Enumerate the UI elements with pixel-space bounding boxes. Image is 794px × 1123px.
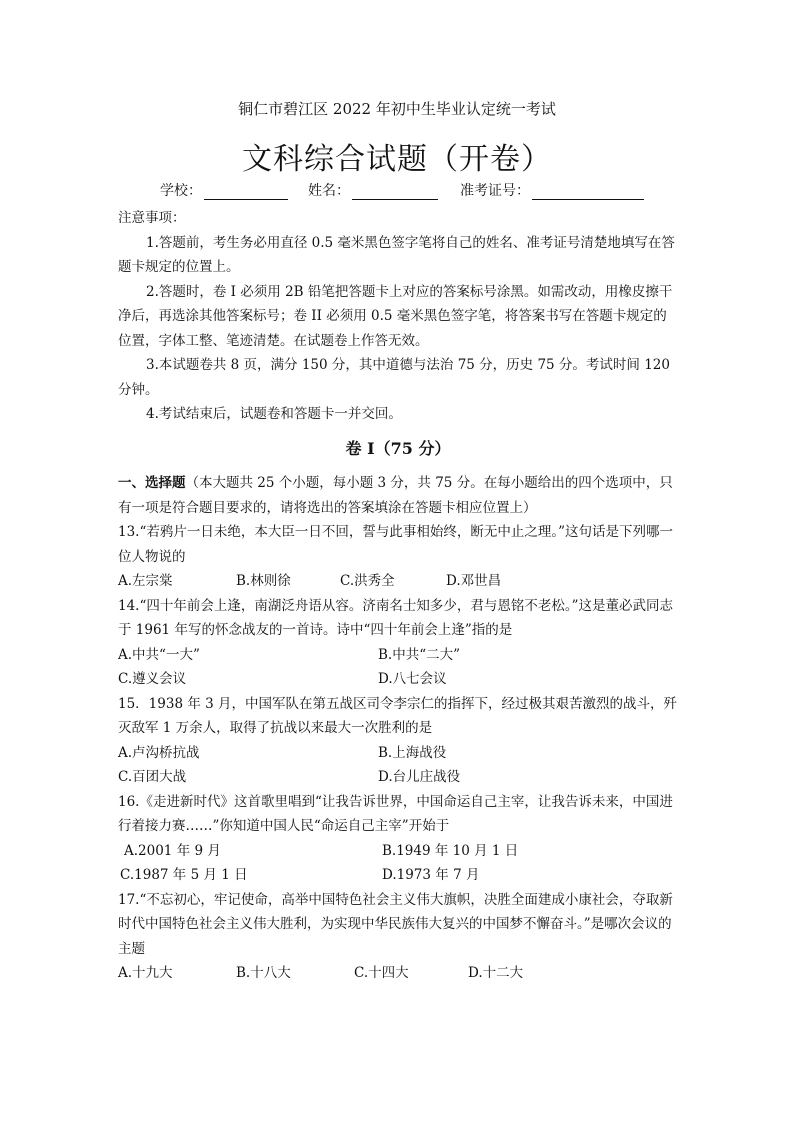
part-label: 一、选择题: [118, 475, 186, 491]
option-d: D.十二大: [468, 965, 524, 981]
option-row: [118, 839, 678, 864]
note-item: 4.考试结束后，试题卷和答题卡一并交回。: [146, 406, 402, 422]
note-item: 2.答题时，卷 I 必须用 2B 铅笔把答题卡上对应的答案标号涂黑。如需改动，用橡皮擦干净后，再选涂其他答案标号；卷 II 必须用 0.5 毫米黑色签字笔，将答案书写在答题卡规定的位置，字体工整、笔迹清楚。在试题卷上作答无效。: [118, 283, 673, 349]
option-row: [118, 667, 678, 692]
option-row: [118, 961, 678, 986]
option-row: [118, 765, 678, 790]
option-b: B.上海战役: [378, 744, 447, 761]
question-stem: 15．1938 年 3 月，中国军队在第五战区司令李宗仁的指挥下，经过极其艰苦激烈的战斗，歼灭敌军 1 万余人，取得了抗战以来最大一次胜利的是: [118, 695, 677, 736]
part-description: （本大题共 25 个小题，每小题 3 分，共 75 分。在每小题给出的四个选项中，只有一项是符合题目要求的，请将选出的答案填涂在答题卡相应位置上）: [118, 475, 673, 516]
option-a: A.左宗棠: [118, 573, 173, 589]
option-row: [118, 741, 678, 766]
option-a: A.中共“一大”: [118, 646, 200, 663]
question-stem: 16.《走进新时代》这首歌里唱到“让我告诉世界，中国命运自己主宰，让我告诉未来，中国进行着接力赛……”你知道中国人民“命运自己主宰”开始于: [118, 793, 673, 834]
option-a: A.2001 年 9 月: [124, 842, 221, 859]
option-c: C.百团大战: [118, 769, 187, 785]
option-c: C.遵义会议: [118, 671, 187, 687]
exam-title: 文科综合试题（开卷）: [242, 142, 552, 177]
school-blank: [204, 185, 288, 200]
question-stem: 14.“四十年前会上逢，南湖泛舟语从容。济南名士知多少，君与恩铭不老松。”这是董必武同志于 1961 年写的怀念战友的一首诗。诗中“四十年前会上逢”指的是: [118, 597, 674, 638]
option-d: D.八七会议: [378, 671, 447, 687]
note-item: 1.答题前，考生务必用直径 0.5 毫米黑色签字笔将自己的姓名、准考证号清楚地填写在答题卡规定的位置上。: [118, 234, 675, 275]
option-row: [118, 643, 678, 668]
name-label: 姓名：: [308, 183, 350, 199]
notes-heading: 注意事项：: [118, 210, 186, 226]
note-item: 3.本试题卷共 8 页，满分 150 分，其中道德与法治 75 分，历史 75 分。考试时间 120 分钟。: [118, 357, 670, 398]
exam-header: 铜仁市碧江区 2022 年初中生毕业认定统一考试: [238, 100, 556, 118]
id-blank: [532, 185, 644, 200]
name-field: [308, 180, 438, 200]
id-field: [460, 180, 644, 200]
option-row: [118, 569, 678, 594]
question-stem: 13.“若鸦片一日未绝，本大臣一日不回，誓与此事相始终，断无中止之理。”这句话是下列哪一位人物说的: [118, 524, 674, 565]
school-field: [160, 180, 288, 200]
option-row: [118, 863, 678, 888]
exam-content: [118, 206, 678, 986]
option-c: C.十四大: [354, 965, 409, 981]
option-b: B.十八大: [236, 965, 291, 981]
option-a: A.十九大: [118, 965, 173, 981]
option-b: B.1949 年 10 月 1 日: [382, 842, 519, 859]
option-d: D.1973 年 7 月: [382, 867, 480, 883]
name-blank: [352, 185, 438, 200]
option-b: B.林则徐: [236, 573, 291, 589]
option-c: C.1987 年 5 月 1 日: [120, 867, 248, 883]
option-d: D.邓世昌: [446, 573, 502, 589]
option-a: A.卢沟桥抗战: [118, 744, 200, 761]
option-b: B.中共“二大”: [378, 646, 461, 663]
option-c: C.洪秀全: [340, 573, 395, 589]
question-stem: 17.“不忘初心，牢记使命，高举中国特色社会主义伟大旗帜，决胜全面建成小康社会，夺取新时代中国特色社会主义伟大胜利，为实现中华民族伟大复兴的中国梦不懈奋斗。”是哪次会议的主题: [118, 891, 673, 957]
option-d: D.台儿庄战役: [378, 769, 461, 785]
info-fields: [160, 180, 662, 200]
school-label: 学校：: [160, 183, 202, 199]
id-label: 准考证号：: [460, 183, 530, 199]
section-title: 卷 I（75 分）: [345, 438, 451, 458]
part-instructions: [118, 471, 678, 520]
